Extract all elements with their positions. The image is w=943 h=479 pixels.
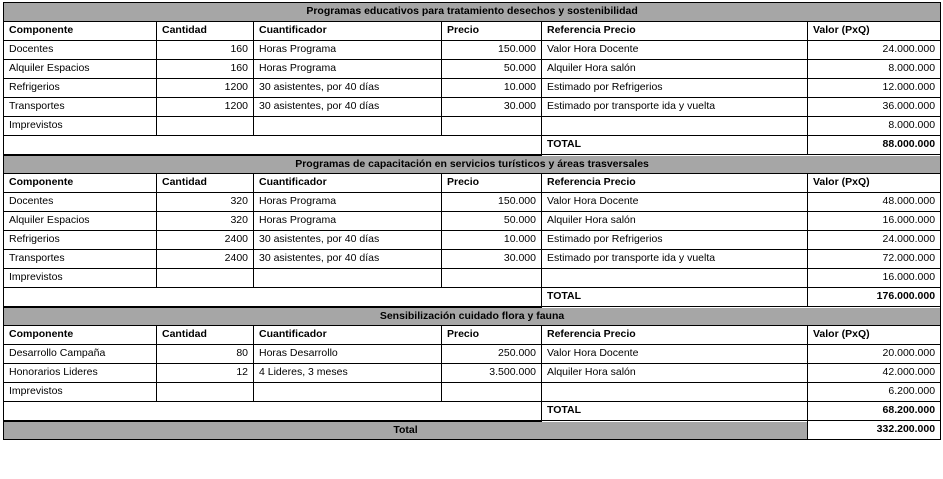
budget-table-body bbox=[4, 3, 941, 440]
cell-componente: Refrigerios bbox=[4, 231, 157, 250]
column-header-valor-pxq: Valor (PxQ) bbox=[808, 174, 941, 193]
table-row bbox=[4, 41, 941, 60]
table-row bbox=[4, 231, 941, 250]
cell-cuantificador: Horas Programa bbox=[254, 60, 442, 79]
cell-valor: 16.000.000 bbox=[808, 269, 941, 288]
cell-referencia-precio: Valor Hora Docente bbox=[542, 41, 808, 60]
cell-valor: 24.000.000 bbox=[808, 231, 941, 250]
cell-componente: Transportes bbox=[4, 250, 157, 269]
cell-cantidad: 1200 bbox=[157, 79, 254, 98]
cell-referencia-precio: Estimado por transporte ida y vuelta bbox=[542, 98, 808, 117]
cell-referencia-precio: Alquiler Hora salón bbox=[542, 364, 808, 383]
cell-componente: Docentes bbox=[4, 41, 157, 60]
cell-valor: 36.000.000 bbox=[808, 98, 941, 117]
cell-precio: 150.000 bbox=[442, 193, 542, 212]
section-total-spacer bbox=[4, 288, 542, 307]
cell-referencia-precio: Estimado por Refrigerios bbox=[542, 231, 808, 250]
section-total-row bbox=[4, 288, 941, 307]
cell-referencia-precio bbox=[542, 117, 808, 136]
section-total-spacer bbox=[4, 136, 542, 155]
table-row bbox=[4, 79, 941, 98]
cell-precio: 10.000 bbox=[442, 231, 542, 250]
section-title-row bbox=[4, 155, 941, 174]
cell-precio bbox=[442, 117, 542, 136]
table-row bbox=[4, 345, 941, 364]
section-title: Sensibilización cuidado flora y fauna bbox=[4, 307, 941, 326]
column-header-valor-pxq: Valor (PxQ) bbox=[808, 326, 941, 345]
column-header-precio: Precio bbox=[442, 22, 542, 41]
cell-precio: 50.000 bbox=[442, 212, 542, 231]
cell-cuantificador: 4 Lideres, 3 meses bbox=[254, 364, 442, 383]
column-header-componente: Componente bbox=[4, 22, 157, 41]
cell-precio: 150.000 bbox=[442, 41, 542, 60]
cell-valor: 6.200.000 bbox=[808, 383, 941, 402]
cell-precio: 30.000 bbox=[442, 250, 542, 269]
grand-total-value: 332.200.000 bbox=[808, 421, 941, 440]
cell-precio: 3.500.000 bbox=[442, 364, 542, 383]
cell-cuantificador: 30 asistentes, por 40 días bbox=[254, 250, 442, 269]
cell-referencia-precio bbox=[542, 269, 808, 288]
column-header-valor-pxq: Valor (PxQ) bbox=[808, 22, 941, 41]
cell-valor: 8.000.000 bbox=[808, 117, 941, 136]
cell-valor: 48.000.000 bbox=[808, 193, 941, 212]
cell-precio: 50.000 bbox=[442, 60, 542, 79]
table-row bbox=[4, 383, 941, 402]
table-row bbox=[4, 212, 941, 231]
cell-cantidad: 2400 bbox=[157, 231, 254, 250]
cell-cuantificador: 30 asistentes, por 40 días bbox=[254, 79, 442, 98]
cell-componente: Imprevistos bbox=[4, 117, 157, 136]
cell-referencia-precio bbox=[542, 383, 808, 402]
cell-valor: 24.000.000 bbox=[808, 41, 941, 60]
cell-precio: 30.000 bbox=[442, 98, 542, 117]
section-title-row bbox=[4, 3, 941, 22]
cell-cuantificador: Horas Programa bbox=[254, 212, 442, 231]
column-header-precio: Precio bbox=[442, 326, 542, 345]
cell-referencia-precio: Estimado por transporte ida y vuelta bbox=[542, 250, 808, 269]
table-row bbox=[4, 193, 941, 212]
cell-cantidad bbox=[157, 383, 254, 402]
cell-cantidad: 160 bbox=[157, 60, 254, 79]
column-header-cantidad: Cantidad bbox=[157, 22, 254, 41]
cell-cantidad: 320 bbox=[157, 193, 254, 212]
section-title-row bbox=[4, 307, 941, 326]
section-total-label: TOTAL bbox=[542, 402, 808, 421]
cell-valor: 72.000.000 bbox=[808, 250, 941, 269]
table-row bbox=[4, 269, 941, 288]
cell-cuantificador bbox=[254, 269, 442, 288]
cell-cantidad: 12 bbox=[157, 364, 254, 383]
cell-cuantificador: Horas Desarrollo bbox=[254, 345, 442, 364]
section-title: Programas de capacitación en servicios turísticos y áreas trasversales bbox=[4, 155, 941, 174]
cell-cantidad bbox=[157, 117, 254, 136]
cell-precio: 10.000 bbox=[442, 79, 542, 98]
column-header-row bbox=[4, 326, 941, 345]
cell-cantidad bbox=[157, 269, 254, 288]
column-header-cuantificador: Cuantificador bbox=[254, 326, 442, 345]
budget-table bbox=[3, 2, 941, 440]
grand-total-row bbox=[4, 421, 941, 440]
cell-valor: 16.000.000 bbox=[808, 212, 941, 231]
section-total-value: 68.200.000 bbox=[808, 402, 941, 421]
column-header-cuantificador: Cuantificador bbox=[254, 22, 442, 41]
cell-valor: 12.000.000 bbox=[808, 79, 941, 98]
cell-valor: 8.000.000 bbox=[808, 60, 941, 79]
table-row bbox=[4, 250, 941, 269]
section-total-label: TOTAL bbox=[542, 136, 808, 155]
cell-cuantificador: 30 asistentes, por 40 días bbox=[254, 231, 442, 250]
cell-cantidad: 1200 bbox=[157, 98, 254, 117]
cell-componente: Desarrollo Campaña bbox=[4, 345, 157, 364]
column-header-componente: Componente bbox=[4, 174, 157, 193]
section-total-row bbox=[4, 402, 941, 421]
cell-referencia-precio: Estimado por Refrigerios bbox=[542, 79, 808, 98]
cell-cuantificador: Horas Programa bbox=[254, 41, 442, 60]
table-row bbox=[4, 60, 941, 79]
cell-valor: 42.000.000 bbox=[808, 364, 941, 383]
cell-cantidad: 160 bbox=[157, 41, 254, 60]
cell-componente: Docentes bbox=[4, 193, 157, 212]
cell-componente: Imprevistos bbox=[4, 383, 157, 402]
section-total-value: 88.000.000 bbox=[808, 136, 941, 155]
cell-precio bbox=[442, 383, 542, 402]
section-total-label: TOTAL bbox=[542, 288, 808, 307]
section-total-value: 176.000.000 bbox=[808, 288, 941, 307]
cell-cantidad: 2400 bbox=[157, 250, 254, 269]
section-title: Programas educativos para tratamiento desechos y sostenibilidad bbox=[4, 3, 941, 22]
cell-valor: 20.000.000 bbox=[808, 345, 941, 364]
section-total-spacer bbox=[4, 402, 542, 421]
column-header-precio: Precio bbox=[442, 174, 542, 193]
cell-precio bbox=[442, 269, 542, 288]
cell-cantidad: 80 bbox=[157, 345, 254, 364]
cell-cuantificador: Horas Programa bbox=[254, 193, 442, 212]
cell-componente: Refrigerios bbox=[4, 79, 157, 98]
column-header-row bbox=[4, 174, 941, 193]
cell-componente: Transportes bbox=[4, 98, 157, 117]
section-total-row bbox=[4, 136, 941, 155]
table-row bbox=[4, 364, 941, 383]
column-header-referencia-precio: Referencia Precio bbox=[542, 174, 808, 193]
cell-componente: Alquiler Espacios bbox=[4, 60, 157, 79]
column-header-referencia-precio: Referencia Precio bbox=[542, 326, 808, 345]
column-header-referencia-precio: Referencia Precio bbox=[542, 22, 808, 41]
cell-cuantificador bbox=[254, 117, 442, 136]
column-header-componente: Componente bbox=[4, 326, 157, 345]
cell-cantidad: 320 bbox=[157, 212, 254, 231]
cell-cuantificador: 30 asistentes, por 40 días bbox=[254, 98, 442, 117]
cell-referencia-precio: Valor Hora Docente bbox=[542, 193, 808, 212]
cell-referencia-precio: Alquiler Hora salón bbox=[542, 212, 808, 231]
column-header-cantidad: Cantidad bbox=[157, 326, 254, 345]
column-header-cuantificador: Cuantificador bbox=[254, 174, 442, 193]
cell-referencia-precio: Alquiler Hora salón bbox=[542, 60, 808, 79]
table-row bbox=[4, 117, 941, 136]
table-row bbox=[4, 98, 941, 117]
cell-componente: Imprevistos bbox=[4, 269, 157, 288]
cell-referencia-precio: Valor Hora Docente bbox=[542, 345, 808, 364]
cell-cuantificador bbox=[254, 383, 442, 402]
column-header-row bbox=[4, 22, 941, 41]
cell-precio: 250.000 bbox=[442, 345, 542, 364]
grand-total-label: Total bbox=[4, 421, 808, 440]
column-header-cantidad: Cantidad bbox=[157, 174, 254, 193]
cell-componente: Honorarios Lideres bbox=[4, 364, 157, 383]
cell-componente: Alquiler Espacios bbox=[4, 212, 157, 231]
